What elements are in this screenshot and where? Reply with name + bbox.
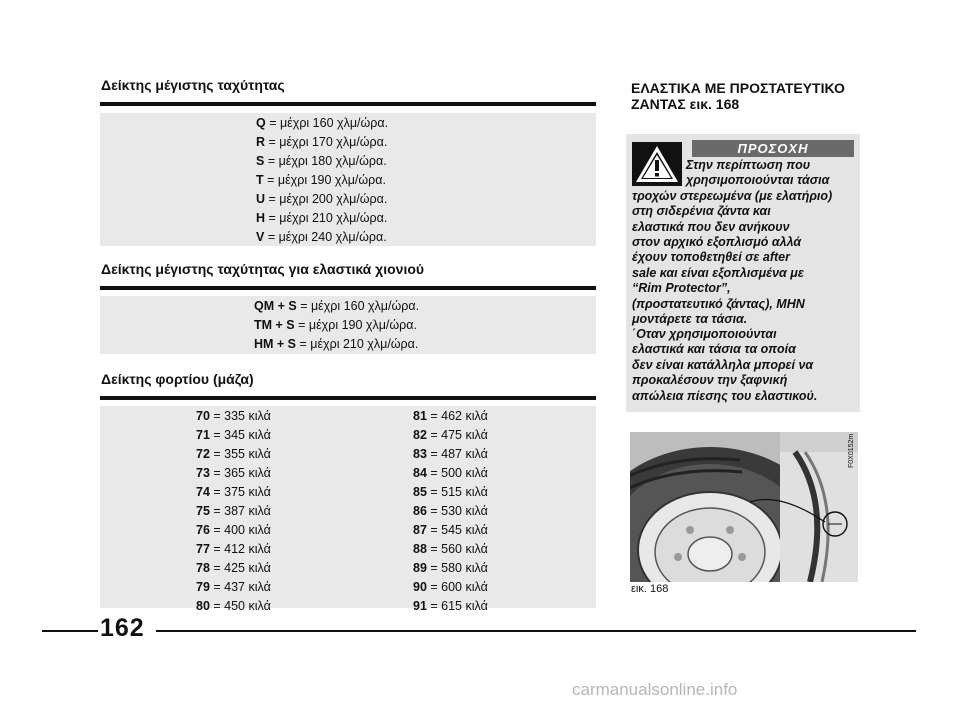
warning-line: “Rim Protector”, bbox=[632, 281, 731, 296]
index-code: T bbox=[256, 173, 264, 187]
index-value: = 365 κιλά bbox=[209, 466, 271, 480]
index-line bbox=[254, 335, 419, 354]
load-index-heading: Δείκτης φορτίου (μάζα) bbox=[101, 371, 254, 387]
index-line bbox=[196, 559, 271, 578]
warning-line: στη σιδερένια ζάντα και bbox=[632, 204, 771, 219]
index-code: 77 bbox=[196, 542, 210, 556]
index-code: 88 bbox=[413, 542, 427, 556]
index-value: μέχρι 210 χλμ/ώρα. bbox=[279, 211, 388, 225]
snow-index-list bbox=[254, 297, 419, 354]
index-line bbox=[413, 426, 488, 445]
footer-rule-right bbox=[156, 630, 916, 632]
index-line bbox=[196, 445, 271, 464]
index-code: 71 bbox=[196, 428, 210, 442]
index-code: S bbox=[256, 154, 265, 168]
speed-index-list bbox=[256, 114, 388, 247]
figure-168-tire-image bbox=[630, 432, 858, 582]
index-value: μέχρι 190 χλμ/ώρα. bbox=[277, 173, 386, 187]
warning-line: έχουν τοποθετηθεί σε after bbox=[632, 250, 790, 265]
index-separator: = bbox=[265, 211, 280, 225]
index-code: H bbox=[256, 211, 266, 225]
index-code: 84 bbox=[413, 466, 427, 480]
index-code: 72 bbox=[196, 447, 210, 461]
index-value: = 560 κιλά bbox=[426, 542, 488, 556]
warning-line: απώλεια πίεσης του ελαστικού. bbox=[632, 388, 818, 403]
rim-protector-title-line: ΕΛΑΣΤΙΚΑ ΜΕ ΠΡΟΣΤΑΤΕΥΤΙΚΟ bbox=[631, 80, 845, 96]
index-line bbox=[196, 521, 271, 540]
index-value: = μέχρι 190 χλμ/ώρα. bbox=[294, 318, 417, 332]
index-value: = 387 κιλά bbox=[209, 504, 271, 518]
load-index-right-list bbox=[413, 407, 488, 616]
index-code: 70 bbox=[196, 409, 210, 423]
index-code: 74 bbox=[196, 485, 210, 499]
warning-line: δεν είναι κατάλληλα μπορεί να bbox=[632, 357, 814, 372]
index-code: U bbox=[256, 192, 266, 206]
index-code: 81 bbox=[413, 409, 427, 423]
index-value: = 335 κιλά bbox=[209, 409, 271, 423]
index-line bbox=[413, 540, 488, 559]
index-code: 85 bbox=[413, 485, 427, 499]
index-separator: = bbox=[263, 173, 278, 187]
warning-line: στον αρχικό εξοπλισμό αλλά bbox=[632, 235, 802, 250]
warning-line: μοντάρετε τα τάσια. bbox=[632, 312, 748, 327]
index-value: = 437 κιλά bbox=[209, 580, 271, 594]
index-code: 76 bbox=[196, 523, 210, 537]
index-code: Q bbox=[256, 116, 266, 130]
index-line bbox=[196, 483, 271, 502]
warning-line: ΄Οταν χρησιμοποιούνται bbox=[632, 327, 777, 341]
warning-line: τροχών στερεωμένα (με ελατήριο) bbox=[632, 188, 833, 203]
index-separator: = bbox=[265, 135, 280, 149]
speed-index-heading: Δείκτης μέγιστης ταχύτητας bbox=[101, 77, 285, 93]
index-line bbox=[413, 445, 488, 464]
figure-caption: εικ. 168 bbox=[631, 583, 669, 595]
index-line bbox=[413, 464, 488, 483]
index-code: 90 bbox=[413, 580, 427, 594]
watermark: carmanualsonline.info bbox=[572, 680, 738, 699]
index-line bbox=[254, 297, 419, 316]
section-rule bbox=[100, 396, 596, 400]
index-line bbox=[413, 559, 488, 578]
index-line bbox=[413, 502, 488, 521]
index-value: = 500 κιλά bbox=[426, 466, 488, 480]
warning-paragraph-1 bbox=[632, 158, 858, 327]
warning-line: (προστατευτικό ζάντας), ΜΗΝ bbox=[632, 296, 805, 311]
index-line bbox=[196, 464, 271, 483]
index-line bbox=[196, 540, 271, 559]
index-line bbox=[413, 578, 488, 597]
load-index-panel bbox=[100, 406, 596, 608]
index-code: 73 bbox=[196, 466, 210, 480]
index-line bbox=[196, 578, 271, 597]
index-value: = 462 κιλά bbox=[426, 409, 488, 423]
load-index-left-list bbox=[196, 407, 271, 616]
index-value: = 475 κιλά bbox=[426, 428, 488, 442]
index-code: 80 bbox=[196, 599, 210, 613]
rim-protector-title bbox=[631, 80, 845, 112]
index-value: = 450 κιλά bbox=[209, 599, 271, 613]
rim-protector-title-line: ΖΑΝΤΑΣ εικ. 168 bbox=[631, 96, 740, 112]
index-value: = 600 κιλά bbox=[426, 580, 488, 594]
warning-line: χρησιμοποιούνται τάσια bbox=[686, 173, 830, 188]
index-line bbox=[256, 152, 388, 171]
index-line bbox=[256, 228, 388, 247]
index-value: = 487 κιλά bbox=[426, 447, 488, 461]
index-value: = 515 κιλά bbox=[426, 485, 488, 499]
index-separator: = bbox=[265, 116, 280, 130]
warning-line: ελαστικά που δεν ανήκουν bbox=[632, 219, 790, 234]
index-value: μέχρι 180 χλμ/ώρα. bbox=[278, 154, 387, 168]
index-value: = 355 κιλά bbox=[209, 447, 271, 461]
index-value: = 425 κιλά bbox=[209, 561, 271, 575]
index-code: 75 bbox=[196, 504, 210, 518]
index-value: μέχρι 240 χλμ/ώρα. bbox=[278, 230, 387, 244]
warning-line: Στην περίπτωση που bbox=[686, 158, 811, 172]
index-value: μέχρι 160 χλμ/ώρα. bbox=[279, 116, 389, 130]
index-code: R bbox=[256, 135, 266, 149]
index-code: 87 bbox=[413, 523, 427, 537]
index-line bbox=[413, 597, 488, 616]
index-line bbox=[196, 597, 271, 616]
index-code: 79 bbox=[196, 580, 210, 594]
index-line bbox=[254, 316, 419, 335]
index-value: = 345 κιλά bbox=[209, 428, 271, 442]
snow-index-heading: Δείκτης μέγιστης ταχύτητας για ελαστικά χιονιού bbox=[101, 261, 425, 277]
warning-paragraph-2 bbox=[632, 327, 858, 404]
index-code: 82 bbox=[413, 428, 427, 442]
index-value: = μέχρι 210 χλμ/ώρα. bbox=[296, 337, 419, 351]
index-value: = 545 κιλά bbox=[426, 523, 488, 537]
index-separator: = bbox=[264, 230, 279, 244]
index-code: HM + S bbox=[254, 337, 297, 351]
index-code: 91 bbox=[413, 599, 427, 613]
section-rule bbox=[100, 286, 596, 290]
warning-line: προκαλέσουν την ξαφνική bbox=[632, 373, 788, 388]
index-line bbox=[256, 133, 388, 152]
index-separator: = bbox=[264, 154, 279, 168]
index-line bbox=[196, 426, 271, 445]
index-line bbox=[413, 521, 488, 540]
index-code: QM + S bbox=[254, 299, 297, 313]
figure-code: F0X0152m bbox=[848, 433, 855, 468]
index-code: 89 bbox=[413, 561, 427, 575]
index-code: 86 bbox=[413, 504, 427, 518]
page-number: 162 bbox=[100, 614, 145, 642]
index-code: TM + S bbox=[254, 318, 295, 332]
index-line bbox=[256, 209, 388, 228]
index-line bbox=[413, 407, 488, 426]
index-line bbox=[413, 483, 488, 502]
index-code: 83 bbox=[413, 447, 427, 461]
index-value: μέχρι 170 χλμ/ώρα. bbox=[279, 135, 388, 149]
section-rule bbox=[100, 102, 596, 106]
index-line bbox=[256, 114, 388, 133]
index-value: = 412 κιλά bbox=[209, 542, 271, 556]
warning-line: sale και είναι εξοπλισμένα με bbox=[632, 265, 804, 280]
index-value: = 580 κιλά bbox=[426, 561, 488, 575]
index-value: = μέχρι 160 χλμ/ώρα. bbox=[296, 299, 420, 313]
warning-banner: ΠΡΟΣΟΧΗ bbox=[692, 140, 854, 157]
index-value: = 375 κιλά bbox=[209, 485, 271, 499]
index-line bbox=[256, 171, 388, 190]
index-line bbox=[196, 407, 271, 426]
index-value: μέχρι 200 χλμ/ώρα. bbox=[279, 192, 388, 206]
footer-rule-left bbox=[42, 630, 98, 632]
index-value: = 400 κιλά bbox=[209, 523, 271, 537]
index-separator: = bbox=[265, 192, 280, 206]
warning-line: ελαστικά και τάσια τα οποία bbox=[632, 342, 796, 357]
index-code: 78 bbox=[196, 561, 210, 575]
index-value: = 615 κιλά bbox=[426, 599, 488, 613]
index-line bbox=[256, 190, 388, 209]
index-line bbox=[196, 502, 271, 521]
index-value: = 530 κιλά bbox=[426, 504, 488, 518]
index-code: V bbox=[256, 230, 265, 244]
